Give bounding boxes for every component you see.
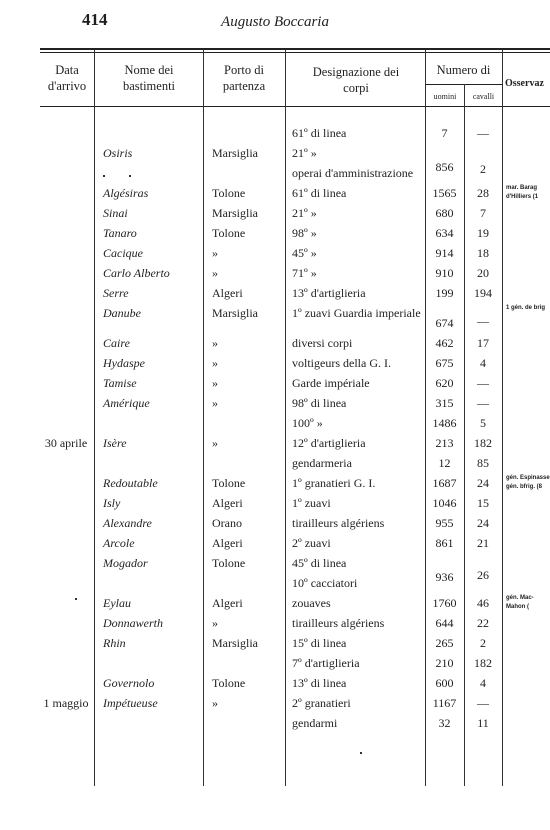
row-13-port: » bbox=[212, 396, 218, 410]
row-29-corps: gendarmi bbox=[292, 716, 338, 730]
row-28-port: » bbox=[212, 696, 218, 710]
row-15-horses: 182 bbox=[474, 436, 492, 450]
row-15-men: 213 bbox=[435, 436, 454, 450]
row-23-horses: 46 bbox=[477, 596, 489, 610]
row-0-horses: — bbox=[477, 126, 489, 140]
row-3-corps: 61º di linea bbox=[292, 186, 347, 200]
row-26-corps: 7º d'artiglieria bbox=[292, 656, 360, 670]
row-7-horses: 20 bbox=[477, 266, 489, 280]
row-14-men: 1486 bbox=[432, 416, 457, 430]
row-11-corps: voltigeurs della G. I. bbox=[292, 356, 391, 370]
row-18-horses: 15 bbox=[477, 496, 489, 510]
row-23-corps: zouaves bbox=[292, 596, 331, 610]
row-0-corps: 61º di linea bbox=[292, 126, 347, 140]
row-8-men: 199 bbox=[435, 286, 454, 300]
row-4-men: 680 bbox=[435, 206, 454, 220]
row-12-horses: — bbox=[477, 376, 489, 390]
row-20-corps: 2º zuavi bbox=[292, 536, 331, 550]
row-20-horses: 21 bbox=[477, 536, 489, 550]
row-16-horses: 85 bbox=[477, 456, 489, 470]
row-13-corps: 98º di linea bbox=[292, 396, 347, 410]
row-19-ship: Alexandre bbox=[103, 516, 152, 530]
row-22-men: 936 bbox=[435, 570, 454, 584]
row-17-corps: 1º granatieri G. I. bbox=[292, 476, 376, 490]
row-5-corps: 98º » bbox=[292, 226, 317, 240]
row-22-horses: 26 bbox=[477, 568, 489, 582]
row-17-horses: 24 bbox=[477, 476, 489, 490]
header-number: Numero di bbox=[436, 63, 491, 77]
row-3-men: 1565 bbox=[432, 186, 457, 200]
row-6-ship: Cacique bbox=[103, 246, 143, 260]
row-11-ship: Hydaspe bbox=[103, 356, 145, 370]
row-19-corps: tirailleurs algériens bbox=[292, 516, 385, 530]
row-15-date: 30 aprile bbox=[44, 436, 88, 450]
row-6-men: 914 bbox=[435, 246, 454, 260]
row-14-horses: 5 bbox=[480, 416, 486, 430]
row-8-corps: 13º d'artiglieria bbox=[292, 286, 366, 300]
row-17-port: Tolone bbox=[212, 476, 246, 490]
row-9-remarks: 1 gén. de brig bbox=[506, 305, 546, 311]
row-24-corps: tirailleurs algériens bbox=[292, 616, 385, 630]
row-9-ship: Danube bbox=[103, 306, 141, 320]
row-23-men: 1760 bbox=[432, 596, 457, 610]
row-26-men: 210 bbox=[435, 656, 454, 670]
row-1-ship: Osiris bbox=[103, 146, 133, 160]
row-28-date: 1 maggio bbox=[43, 696, 89, 710]
row-28-horses: — bbox=[477, 696, 489, 710]
row-22-corps: 10º cacciatori bbox=[292, 576, 358, 590]
row-8-horses: 194 bbox=[474, 286, 492, 300]
row-5-ship: Tanaro bbox=[103, 226, 137, 240]
row-4-horses: 7 bbox=[480, 206, 486, 220]
row-5-men: 634 bbox=[435, 226, 454, 240]
row-2-men: 856 bbox=[435, 160, 454, 174]
row-11-port: » bbox=[212, 356, 218, 370]
row-3-port: Tolone bbox=[212, 186, 246, 200]
row-19-port: Orano bbox=[212, 516, 242, 530]
row-16-men: 12 bbox=[438, 456, 451, 470]
header-remarks: Osservaz bbox=[505, 78, 544, 89]
row-27-men: 600 bbox=[435, 676, 454, 690]
row-17-ship: Redoutable bbox=[103, 476, 158, 490]
row-28-corps: 2º granatieri bbox=[292, 696, 351, 710]
row-10-port: » bbox=[212, 336, 218, 350]
header-men: uomini bbox=[433, 92, 457, 101]
page-number: 414 bbox=[82, 10, 108, 29]
row-7-men: 910 bbox=[435, 266, 454, 280]
row-15-ship: Isère bbox=[103, 436, 127, 450]
row-29-horses: 11 bbox=[477, 716, 489, 730]
row-20-ship: Arcole bbox=[103, 536, 135, 550]
header-port: Porto di partenza bbox=[222, 63, 266, 93]
row-9-horses: — bbox=[477, 314, 489, 328]
row-2-horses: 2 bbox=[480, 162, 486, 176]
row-23-remarks: gén. Mac-Mahon ( bbox=[506, 595, 534, 610]
row-12-port: » bbox=[212, 376, 218, 390]
row-10-men: 462 bbox=[435, 336, 454, 350]
row-7-port: » bbox=[212, 266, 218, 280]
row-7-corps: 71º » bbox=[292, 266, 317, 280]
stray-mark bbox=[129, 175, 131, 177]
row-27-corps: 13º di linea bbox=[292, 676, 347, 690]
row-17-remarks: gén. Espinasse gén. bfrig. (8 bbox=[506, 475, 550, 490]
row-10-corps: diversi corpi bbox=[292, 336, 353, 350]
row-9-men: 674 bbox=[435, 316, 454, 330]
header-ship: Nome dei bastimenti bbox=[122, 63, 176, 93]
row-3-remarks: mar. Barag d'Hilliers (1 bbox=[506, 185, 539, 200]
row-16-corps: gendarmeria bbox=[292, 456, 352, 470]
row-18-corps: 1º zuavi bbox=[292, 496, 331, 510]
row-19-horses: 24 bbox=[477, 516, 489, 530]
row-25-horses: 2 bbox=[480, 636, 486, 650]
row-15-corps: 12º d'artiglieria bbox=[292, 436, 366, 450]
row-2-corps: operai d'amministrazione bbox=[292, 166, 414, 180]
stray-mark bbox=[360, 752, 362, 754]
row-25-men: 265 bbox=[435, 636, 454, 650]
row-25-port: Marsiglia bbox=[212, 636, 258, 650]
row-21-port: Tolone bbox=[212, 556, 246, 570]
row-11-men: 675 bbox=[435, 356, 454, 370]
row-3-horses: 28 bbox=[477, 186, 489, 200]
row-24-port: » bbox=[212, 616, 218, 630]
row-27-horses: 4 bbox=[480, 676, 486, 690]
row-18-men: 1046 bbox=[432, 496, 457, 510]
row-9-port: Marsiglia bbox=[212, 306, 258, 320]
row-28-ship: Impétueuse bbox=[103, 696, 158, 710]
row-24-ship: Donnawerth bbox=[103, 616, 163, 630]
row-11-horses: 4 bbox=[480, 356, 486, 370]
row-1-corps: 21º » bbox=[292, 146, 317, 160]
row-23-port: Algeri bbox=[212, 596, 243, 610]
row-6-horses: 18 bbox=[477, 246, 489, 260]
row-26-horses: 182 bbox=[474, 656, 492, 670]
row-12-men: 620 bbox=[435, 376, 454, 390]
row-24-men: 644 bbox=[435, 616, 454, 630]
row-12-ship: Tamise bbox=[103, 376, 137, 390]
row-6-corps: 45º » bbox=[292, 246, 317, 260]
row-20-port: Algeri bbox=[212, 536, 243, 550]
row-27-port: Tolone bbox=[212, 676, 246, 690]
row-27-ship: Governolo bbox=[103, 676, 155, 690]
row-3-ship: Algésiras bbox=[103, 186, 149, 200]
stray-mark bbox=[103, 175, 105, 177]
row-25-corps: 15º di linea bbox=[292, 636, 347, 650]
row-10-ship: Caire bbox=[103, 336, 130, 350]
row-15-port: » bbox=[212, 436, 218, 450]
row-12-corps: Garde impériale bbox=[292, 376, 370, 390]
row-21-corps: 45º di linea bbox=[292, 556, 347, 570]
row-9-corps: 1º zuavi Guardia imperiale bbox=[292, 306, 421, 320]
row-21-ship: Mogador bbox=[103, 556, 148, 570]
row-4-ship: Sinai bbox=[103, 206, 128, 220]
row-5-port: Tolone bbox=[212, 226, 246, 240]
row-4-port: Marsiglia bbox=[212, 206, 258, 220]
row-23-ship: Eylau bbox=[103, 596, 131, 610]
row-6-port: » bbox=[212, 246, 218, 260]
row-5-horses: 19 bbox=[477, 226, 489, 240]
row-24-horses: 22 bbox=[477, 616, 489, 630]
row-0-men: 7 bbox=[441, 126, 448, 140]
row-8-ship: Serre bbox=[103, 286, 129, 300]
row-4-corps: 21º » bbox=[292, 206, 317, 220]
header-designation: Designazione dei corpi bbox=[312, 65, 400, 95]
header-date: Data d'arrivo bbox=[47, 63, 87, 93]
row-13-ship: Amérique bbox=[103, 396, 150, 410]
row-10-horses: 17 bbox=[477, 336, 489, 350]
header-horses: cavalli bbox=[472, 92, 495, 101]
row-7-ship: Carlo Alberto bbox=[103, 266, 170, 280]
running-head: Augusto Boccaria bbox=[221, 14, 329, 30]
row-28-men: 1167 bbox=[432, 696, 457, 710]
row-17-men: 1687 bbox=[432, 476, 457, 490]
row-1-port: Marsiglia bbox=[212, 146, 258, 160]
row-13-horses: — bbox=[477, 396, 489, 410]
row-14-corps: 100º » bbox=[292, 416, 323, 430]
row-8-port: Algeri bbox=[212, 286, 243, 300]
row-13-men: 315 bbox=[435, 396, 454, 410]
row-29-men: 32 bbox=[438, 716, 451, 730]
row-18-ship: Isly bbox=[103, 496, 121, 510]
row-19-men: 955 bbox=[435, 516, 454, 530]
row-25-ship: Rhin bbox=[103, 636, 126, 650]
row-18-port: Algeri bbox=[212, 496, 243, 510]
stray-mark bbox=[75, 598, 77, 600]
row-20-men: 861 bbox=[435, 536, 454, 550]
